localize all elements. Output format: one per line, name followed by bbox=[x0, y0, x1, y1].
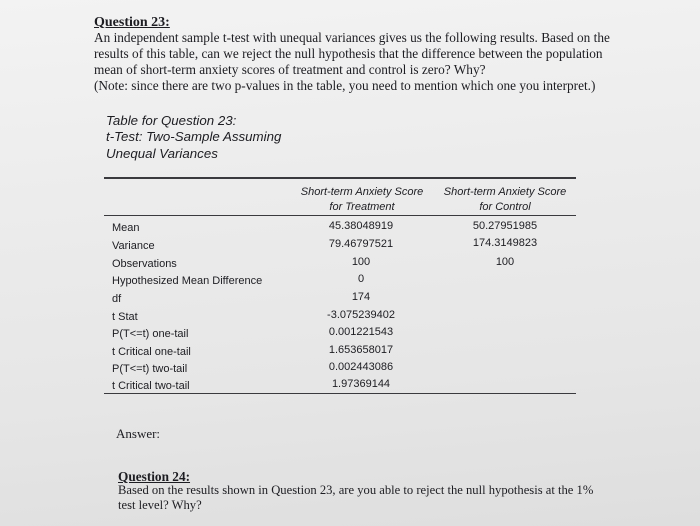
table-caption-test: t-Test: Two-Sample Assuming bbox=[106, 129, 282, 144]
question-23-line-3: mean of short-term anxiety scores of treatment and control is zero? Why? bbox=[94, 62, 486, 77]
col-treatment-header-2: for Treatment bbox=[329, 201, 395, 213]
question-23-line-1: An independent sample t-test with unequal variances gives us the following results. Based on the bbox=[94, 30, 610, 45]
df-value: 174 bbox=[351, 291, 371, 303]
treatment-observations: 100 bbox=[351, 256, 371, 268]
question-23-line-2: results of this table, can we reject the null hypothesis that the difference between the population bbox=[94, 46, 603, 61]
row-label-mean: Mean bbox=[112, 222, 140, 234]
table-caption-title: Table for Question 23: bbox=[106, 113, 237, 128]
question-24-title: Question 24: bbox=[118, 469, 191, 484]
question-23-title: Question 23: bbox=[94, 15, 170, 30]
t-critical-two-tail-value: 1.97369144 bbox=[331, 378, 391, 390]
header-rule bbox=[104, 215, 576, 216]
t-stat-value: -3.075239402 bbox=[327, 309, 395, 321]
treatment-mean: 45.38048919 bbox=[328, 220, 394, 232]
row-label-t-critical-two-tail: t Critical two-tail bbox=[112, 380, 190, 392]
row-label-hypothesized-diff: Hypothesized Mean Difference bbox=[112, 275, 263, 287]
p-one-tail-value: 0.001221543 bbox=[328, 326, 394, 338]
row-label-p-one-tail: P(T<=t) one-tail bbox=[112, 328, 189, 340]
control-observations: 100 bbox=[495, 256, 515, 268]
answer-label: Answer: bbox=[116, 426, 161, 441]
control-variance: 174.3149823 bbox=[472, 237, 538, 249]
row-label-p-two-tail: P(T<=t) two-tail bbox=[112, 363, 188, 375]
row-label-df: df bbox=[112, 293, 122, 305]
p-two-tail-value: 0.002443086 bbox=[328, 361, 394, 373]
row-label-variance: Variance bbox=[112, 240, 155, 252]
t-critical-one-tail-value: 1.653658017 bbox=[328, 344, 394, 356]
table-caption-variances: Unequal Variances bbox=[106, 146, 218, 161]
row-label-t-stat: t Stat bbox=[112, 311, 138, 323]
table-top-rule bbox=[104, 177, 576, 179]
question-23-note: (Note: since there are two p-values in the table, you need to mention which one you interpret.) bbox=[94, 78, 596, 93]
row-label-observations: Observations bbox=[112, 258, 177, 270]
question-24-line-2: test level? Why? bbox=[118, 498, 202, 512]
hypothesized-diff-value: 0 bbox=[357, 273, 365, 285]
col-control-header-2: for Control bbox=[479, 201, 531, 213]
col-treatment-header-1: Short-term Anxiety Score bbox=[300, 186, 424, 198]
control-mean: 50.27951985 bbox=[472, 220, 538, 232]
table-bottom-rule bbox=[104, 393, 576, 394]
row-label-t-critical-one-tail: t Critical one-tail bbox=[112, 346, 191, 358]
col-control-header-1: Short-term Anxiety Score bbox=[443, 186, 567, 198]
treatment-variance: 79.46797521 bbox=[328, 238, 394, 250]
question-24-line-1: Based on the results shown in Question 23, are you able to reject the null hypothesis at the 1% bbox=[118, 483, 594, 497]
